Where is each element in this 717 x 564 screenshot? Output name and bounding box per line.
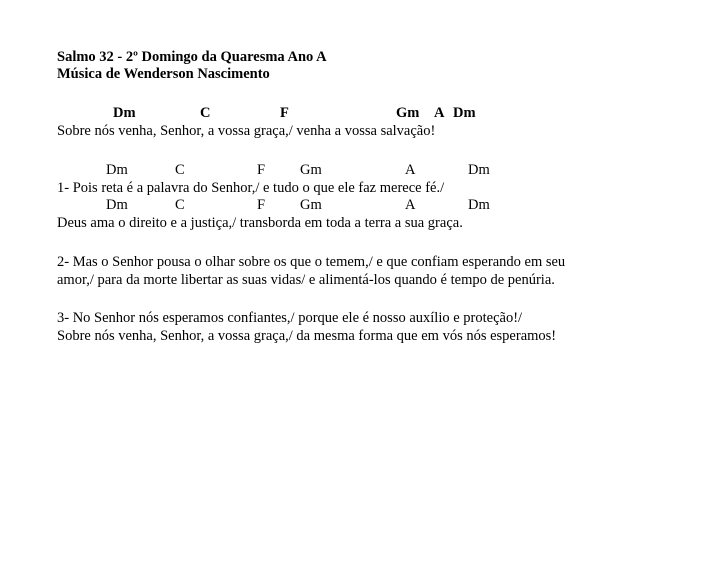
chord: C <box>200 105 211 121</box>
chord: Dm <box>106 197 128 213</box>
verse1-line1: 1- Pois reta é a palavra do Senhor,/ e tudo o que ele faz merece fé./ <box>57 180 445 196</box>
verse3-line2: Sobre nós venha, Senhor, a vossa graça,/ da mesma forma que em vós nós esperamos! <box>57 328 557 344</box>
chord: F <box>257 197 266 213</box>
chord: C <box>175 162 185 178</box>
chord: Gm <box>300 197 322 213</box>
chord: Gm <box>300 162 322 178</box>
document-subtitle: Música de Wenderson Nascimento <box>57 66 270 82</box>
chord: Dm <box>468 197 490 213</box>
chord: Dm <box>113 105 136 121</box>
refrain-text: Sobre nós venha, Senhor, a vossa graça,/ venha a vossa salvação! <box>57 123 436 139</box>
chord: A <box>405 197 416 213</box>
chord: Dm <box>453 105 476 121</box>
verse2-line1: 2- Mas o Senhor pousa o olhar sobre os que o temem,/ e que confiam esperando em seu <box>57 254 566 270</box>
chord: C <box>175 197 185 213</box>
document-title: Salmo 32 - 2º Domingo da Quaresma Ano A <box>57 49 327 65</box>
chord: Gm <box>396 105 420 121</box>
chord: Dm <box>106 162 128 178</box>
chord: F <box>257 162 266 178</box>
verse1-line2: Deus ama o direito e a justiça,/ transborda em toda a terra a sua graça. <box>57 215 463 231</box>
chord: A <box>405 162 416 178</box>
chord: Dm <box>468 162 490 178</box>
chord: A <box>434 105 445 121</box>
verse3-line1: 3- No Senhor nós esperamos confiantes,/ porque ele é nosso auxílio e proteção!/ <box>57 310 523 326</box>
verse2-line2: amor,/ para da morte libertar as suas vidas/ e alimentá-los quando é tempo de penúria. <box>57 272 555 288</box>
chord: F <box>280 105 289 121</box>
